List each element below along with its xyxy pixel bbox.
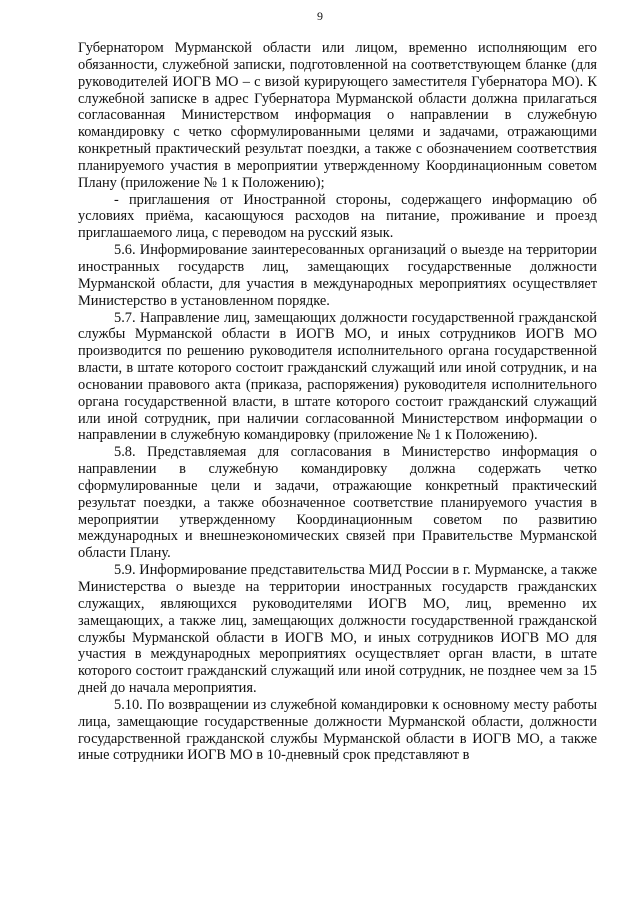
page-number: 9	[317, 9, 323, 23]
document-body	[78, 40, 597, 764]
paragraph-5-7: 5.7. Направление лиц, замещающих должности государственной гражданской службы Мурманской области в ИОГВ МО, и иных сотрудников ИОГВ МО производится по решению руководителя исполнительного органа государственной власти, в штате которого состоит гражданский служащий или иной сотрудник, и на основании правового акта (приказа, распоряжения) руководителя исполнительного органа государственной власти, в штате которого состоит гражданский служащий или иной сотрудник, при наличии согласованной Министерством информации о направлении в служебную командировку (приложение № 1 к Положению).	[78, 309, 597, 444]
paragraph-5-10: 5.10. По возвращении из служебной командировки к основному месту работы лица, замещающие государственные должности Мурманской области, должности государственной гражданской службы Мурманской области в ИОГВ МО, а также иные сотрудники ИОГВ МО в 10-дневный срок представляют в	[78, 696, 597, 764]
paragraph-5-8: 5.8. Представляемая для согласования в Министерство информация о направлении в служебную командировку должна содержать четко сформулированные цели и задачи, отражающие конкретный практический результат поездки, а также обозначенное соответствие планируемого участия в мероприятии утвержденному Координационным советом по развитию международных и внешнеэкономических связей при Правительстве Мурманской области Плану.	[78, 444, 597, 562]
paragraph-5-9: 5.9. Информирование представительства МИД России в г. Мурманске, а также Министерства о выезде на территории иностранных государств гражданских служащих, являющихся руководителями ИОГВ МО, лиц, временно их замещающих, а также лиц, замещающих должности государственной гражданской службы Мурманской области в ИОГВ МО, и иных сотрудников ИОГВ МО для участия в международных мероприятиях осуществляет орган власти, в штате которого состоит гражданский служащий или иной сотрудник, не позднее чем за 15 дней до начала мероприятия.	[78, 562, 597, 697]
paragraph-invitation: - приглашения от Иностранной стороны, содержащего информацию об условиях приёма, касающуюся расходов на питание, проживание и проезд приглашаемого лица, с переводом на русский язык.	[78, 191, 597, 242]
paragraph-continuation: Губернатором Мурманской области или лицом, временно исполняющим его обязанности, служебной записки, подготовленной на соответствующем бланке (для руководителей ИОГВ МО – с визой курирующего заместителя Губернатора МО). К служебной записке в адрес Губернатора Мурманской области должна прилагаться согласованная Министерством информация о направлении в служебную командировку с четко сформулированными целями и задачами, отражающими конкретный практический результат поездки, а также с обозначением соответствия планируемого участия в мероприятии утвержденному Координационным советом Плану (приложение № 1 к Положению);	[78, 40, 597, 191]
paragraph-5-6: 5.6. Информирование заинтересованных организаций о выезде на территории иностранных государств лиц, замещающих государственные должности Мурманской области, для участия в международных мероприятиях осуществляет Министерство в установленном порядке.	[78, 242, 597, 309]
